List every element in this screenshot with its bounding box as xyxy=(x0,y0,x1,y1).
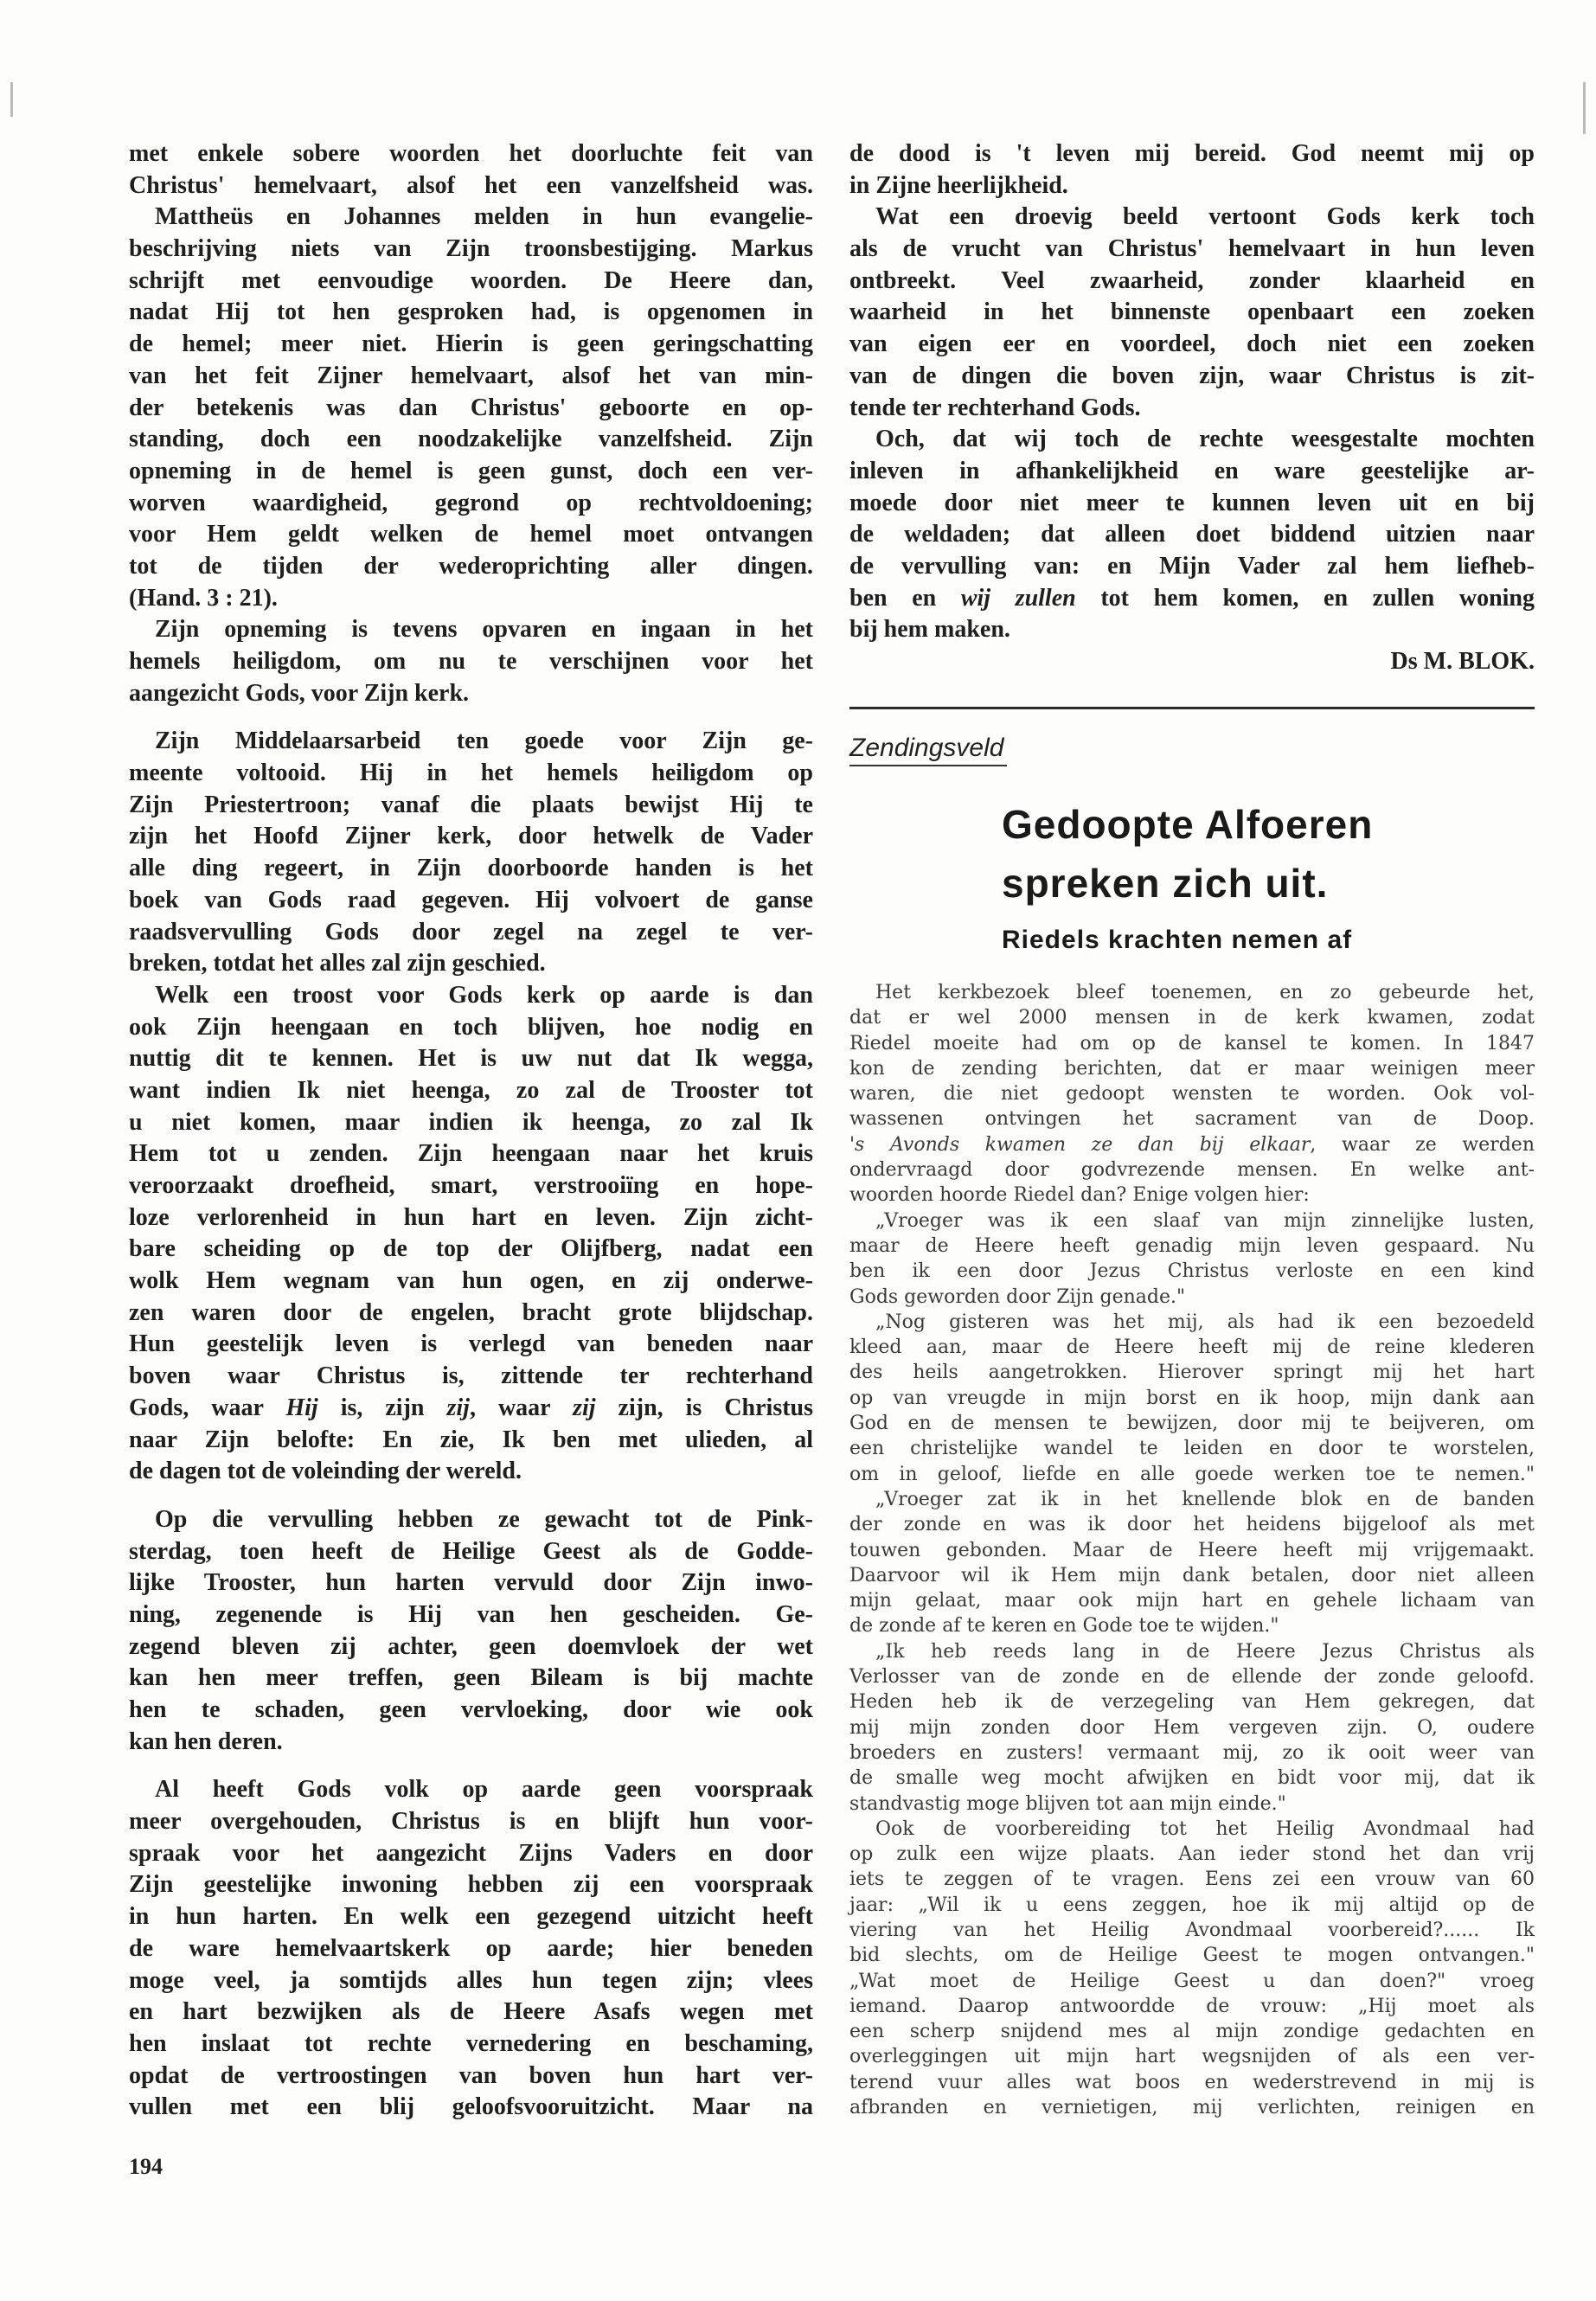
right-column-article xyxy=(849,980,1535,2120)
text-line: afbranden en vernietigen, mij verlichten, reinigen en xyxy=(849,2097,1535,2119)
text-line: kleed aan, maar de Heere heeft mij de reine klederen xyxy=(849,1336,1535,1359)
text-line: zegend bleven zij achter, geen doemvloek der wet xyxy=(129,1632,813,1660)
italic-text-segment: wij zullen xyxy=(960,584,1076,612)
text-line: bij hem maken. xyxy=(849,616,1010,644)
text-line: de ware hemelvaartskerk op aarde; hier beneden xyxy=(129,1934,813,1962)
italic-text-segment: 's Avonds kwamen ze dan bij elkaar xyxy=(849,1133,1311,1156)
text-line: overleggingen uit mijn hart wegsnijden of als een ver- xyxy=(849,2046,1535,2068)
text-segment: ben en xyxy=(849,584,961,612)
paragraph xyxy=(849,202,1535,424)
headline-line: Gedoopte Alfoeren xyxy=(1002,802,1374,847)
text-line: Hun geestelijk leven is verlegd van beneden naar xyxy=(129,1330,813,1358)
text-line: Welk een troost voor Gods kerk op aarde is dan xyxy=(155,981,813,1009)
text-line: Zijn opneming is tevens opvaren en ingaan in het xyxy=(155,616,813,644)
text-line: „Nog gisteren was het mij, als had ik een bezoedeld xyxy=(875,1311,1535,1333)
text-line: de vervulling van: en Mijn Vader zal hem liefheb- xyxy=(849,552,1535,580)
text-line: Riedel moeite had om op de kansel te komen. In 1847 xyxy=(849,1032,1535,1054)
text-line: dat er wel 2000 mensen in de kerk kwamen, zodat xyxy=(849,1007,1535,1029)
text-segment: tot hem komen, en zullen woning xyxy=(1075,584,1535,612)
text-line: kan hen meer treffen, geen Bileam is bij machte xyxy=(129,1664,813,1692)
paragraph xyxy=(849,980,1535,1208)
text-line: des heils aangetrokken. Hierover springt mij het hart xyxy=(849,1362,1535,1384)
paragraph xyxy=(129,138,813,202)
paragraph xyxy=(849,138,1535,202)
text-line: als de vrucht van Christus' hemelvaart in hun leven xyxy=(849,235,1535,263)
paragraph xyxy=(129,1774,813,2124)
text-line: aangezicht Gods, voor Zijn kerk. xyxy=(129,679,470,707)
text-line: waarheid in het binnenste openbaart een zoeken xyxy=(849,298,1535,326)
text-line: schrijft met eenvoudige woorden. De Heere dan, xyxy=(129,266,813,294)
text-line: lijke Trooster, hun harten vervuld door Zijn inwo- xyxy=(129,1569,813,1597)
text-line: u niet komen, maar indien ik heenga, zo zal Ik xyxy=(129,1108,813,1136)
text-line: een christelijke wandel te leiden en door te worstelen, xyxy=(849,1438,1535,1460)
paragraph xyxy=(129,1504,813,1759)
italic-text-segment: zij xyxy=(446,1394,470,1421)
text-line: moede door niet meer te kunnen leven uit en bij xyxy=(849,489,1535,516)
text-line: breken, totdat het alles zal zijn geschied. xyxy=(129,950,546,977)
text-line: Zijn Priestertroon; vanaf die plaats bewijst Hij te xyxy=(129,791,813,818)
text-line: (Hand. 3 : 21). xyxy=(129,584,278,612)
text-line: worven waardigheid, gegrond op rechtvoldoening; xyxy=(129,489,813,516)
text-line: mijn gelaat, maar ook mijn hart en gehele lichaam van xyxy=(849,1590,1535,1612)
text-line: de dagen tot de voleinding der wereld. xyxy=(129,1458,522,1485)
text-line: Och, dat wij toch de rechte weesgestalte mochten xyxy=(875,426,1535,453)
article-subheadline: Riedels krachten nemen af xyxy=(1002,926,1353,954)
text-line: Verlosser van de zonde en de ellende der zonde geloofd. xyxy=(849,1666,1535,1689)
text-line: de dood is 't leven mij bereid. God neemt mij op xyxy=(849,140,1535,167)
text-line xyxy=(849,583,1535,615)
text-line: zen waren door de engelen, bracht grote blijdschap. xyxy=(129,1298,813,1326)
text-line: kan hen deren. xyxy=(129,1727,283,1755)
text-line: tende ter rechterhand Gods. xyxy=(849,394,1141,421)
text-line: naar Zijn belofte: En zie, Ik ben met ulieden, al xyxy=(129,1426,813,1453)
text-segment: , waar ze werden xyxy=(1310,1133,1535,1156)
text-line: „Vroeger zat ik in het knellende blok en de banden xyxy=(875,1488,1535,1510)
paragraph xyxy=(129,202,813,614)
text-line: terend vuur alles wat boos en wederstrevend in mij is xyxy=(849,2071,1535,2093)
text-line: Zijn geestelijke inwoning hebben zij een voorspraak xyxy=(129,1871,813,1899)
text-line: mij mijn zonden door Hem vergeven zijn. O, oudere xyxy=(849,1716,1535,1739)
text-line: tot de tijden der wederoprichting aller dingen. xyxy=(129,552,813,580)
text-line: ning, zegenende is Hij van hen gescheiden. Ge- xyxy=(129,1600,813,1628)
text-line: Heden heb ik de verzegeling van Hem gekregen, dat xyxy=(849,1691,1535,1714)
text-line: Christus' hemelvaart, alsof het een vanzelfsheid was. xyxy=(129,171,813,199)
text-line: veroorzaakt droefheid, smart, verstrooiïng en hope- xyxy=(129,1172,813,1199)
scan-edge-mark xyxy=(1583,82,1586,134)
text-line: en hart bezwijken als de Heere Asafs wegen met xyxy=(129,1998,813,2026)
text-line: van het feit Zijner hemelvaart, alsof het van min- xyxy=(129,362,813,389)
scan-edge-mark xyxy=(10,82,13,117)
text-segment: zijn, is Christus xyxy=(595,1394,814,1421)
text-line: ook Zijn heengaan en toch blijven, hoe nodig en xyxy=(129,1013,813,1041)
text-line: hen te schaden, geen vervloeking, door wie ook xyxy=(129,1696,813,1723)
text-line: boven waar Christus is, zittende ter rechterhand xyxy=(129,1362,813,1390)
text-line: Zijn Middelaarsarbeid ten goede voor Zijn ge- xyxy=(155,727,813,755)
text-line: op zulk een wijze plaats. Aan ieder stond het dan vrij xyxy=(849,1843,1535,1866)
left-column xyxy=(129,138,813,2124)
text-line: sterdag, toen heeft de Heilige Geest als de Godde- xyxy=(129,1537,813,1565)
text-line: loze verlorenheid in hun hart en leven. Zijn zicht- xyxy=(129,1203,813,1231)
text-line: Wat een droevig beeld vertoont Gods kerk toch xyxy=(875,203,1535,231)
text-line: standing, doch een noodzakelijke vanzelfsheid. Zijn xyxy=(129,426,813,453)
text-line: Op die vervulling hebben ze gewacht tot de Pink- xyxy=(155,1505,813,1533)
text-line xyxy=(129,1393,813,1425)
text-line: hen inslaat tot rechte vernedering en beschaming, xyxy=(129,2029,813,2057)
text-line: met enkele sobere woorden het doorluchte feit van xyxy=(129,140,813,167)
text-line: der betekenis was dan Christus' geboorte en op- xyxy=(129,394,813,421)
paragraph xyxy=(849,1639,1535,1817)
text-line: de zonde af te keren en Gode toe te wijden." xyxy=(849,1615,1279,1638)
text-line: spraak voor het aangezicht Zijns Vaders en door xyxy=(129,1839,813,1867)
text-line: de smalle weg mocht afwijken en bidt voor mij, dat ik xyxy=(849,1767,1535,1790)
section-divider xyxy=(849,707,1535,709)
italic-text-segment: zij xyxy=(573,1394,596,1421)
text-line: Hem tot u zenden. Zijn heengaan naar het kruis xyxy=(129,1140,813,1168)
text-line: opdat de vertroostingen van boven hun hart ver- xyxy=(129,2061,813,2089)
text-line: vullen met een blij geloofsvooruitzicht. Maar na xyxy=(129,2093,813,2121)
text-line: broeders en zusters! vermaant mij, zo ik ooit weer van xyxy=(849,1741,1535,1764)
text-line: van eigen eer en voordeel, doch niet een zoeken xyxy=(849,330,1535,358)
text-line: beschrijving niets van Zijn troonsbestijging. Markus xyxy=(129,235,813,263)
text-segment: , waar xyxy=(469,1394,574,1421)
paragraph xyxy=(849,1208,1535,1310)
text-line: meer overgehouden, Christus is en blijft hun voor- xyxy=(129,1808,813,1836)
italic-text-segment: Hij xyxy=(285,1394,318,1421)
text-line: alle ding regeert, in Zijn doorboorde handen is het xyxy=(129,855,813,882)
text-line: ontbreekt. Veel zwaarheid, zonder klaarheid en xyxy=(849,266,1535,294)
text-line: van de dingen die boven zijn, waar Christus is zit- xyxy=(849,362,1535,389)
text-line: standvastig moge blijven tot aan mijn einde." xyxy=(849,1792,1286,1815)
text-line: iets te zeggen of te vragen. Eens zei een vrouw van 60 xyxy=(849,1868,1535,1891)
section-label: Zendingsveld xyxy=(849,732,1007,766)
text-line: kon de zending berichten, dat er maar weinigen meer xyxy=(849,1057,1535,1080)
text-line: nuttig dit te kennen. Het is uw nut dat Ik wegga, xyxy=(129,1045,813,1073)
page-number: 194 xyxy=(129,2154,163,2179)
paragraph xyxy=(849,1487,1535,1639)
text-line: zijn het Hoofd Zijner kerk, door hetwelk de Vader xyxy=(129,823,813,850)
text-line: „Vroeger was ik een slaaf van mijn zinnelijke lusten, xyxy=(875,1209,1535,1232)
paragraph xyxy=(129,614,813,709)
text-line: meente voltooid. Hij in het hemels heiligdom op xyxy=(129,760,813,787)
text-line: op van vreugde in mijn borst en ik hoop, mijn dank aan xyxy=(849,1387,1535,1409)
text-line: inleven in afhankelijkheid en ware geestelijke ar- xyxy=(849,457,1535,484)
text-line: viering van het Heilig Avondmaal voorbereid?...... Ik xyxy=(849,1919,1535,1941)
text-line: ben ik een door Jezus Christus verloste en een kind xyxy=(849,1260,1535,1283)
paragraph xyxy=(129,726,813,980)
text-line: bid slechts, om de Heilige Geest te mogen ontvangen." xyxy=(849,1945,1535,1967)
text-segment: Gods, waar xyxy=(129,1394,286,1421)
text-line: raadsvervulling Gods door zegel na zegel te ver- xyxy=(129,918,813,945)
text-line: „Ik heb reeds lang in de Heere Jezus Christus als xyxy=(875,1640,1535,1663)
text-line: der zonde en was ik door het heidens bijgeloof als met xyxy=(849,1514,1535,1536)
text-line: God en de mensen te bewijzen, door mij te beijveren, om xyxy=(849,1413,1535,1435)
paragraph xyxy=(849,1817,1535,2121)
text-line: ondervraagd door godvrezende mensen. En welke ant- xyxy=(849,1159,1535,1182)
text-line: touwen gebonden. Maar de Heere heeft mij vrijgemaakt. xyxy=(849,1539,1535,1561)
text-line: wolk Hem wegnam van hun ogen, en zij onderwe- xyxy=(129,1267,813,1295)
text-line: Ook de voorbereiding tot het Heilig Avondmaal had xyxy=(875,1817,1535,1840)
paragraph xyxy=(849,1310,1535,1487)
text-line: om in geloof, liefde en alle goede werken toe te nemen." xyxy=(849,1463,1535,1485)
paragraph xyxy=(849,424,1535,646)
text-line: in hun harten. En welk een gezegend uitzicht heeft xyxy=(129,1903,813,1931)
text-line: maar de Heere heeft genadig mijn leven gespaard. Nu xyxy=(849,1234,1535,1257)
text-line: Gods geworden door Zijn genade." xyxy=(849,1285,1186,1308)
text-line: in Zijne heerlijkheid. xyxy=(849,171,1068,199)
right-column-top xyxy=(849,138,1535,678)
text-line: nadat Hij tot hen gesproken had, is opgenomen in xyxy=(129,298,813,326)
text-line: hemels heiligdom, om nu te verschijnen voor het xyxy=(129,648,813,675)
text-line: Het kerkbezoek bleef toenemen, en zo gebeurde het, xyxy=(875,982,1535,1003)
text-line: want indien Ik niet heenga, zo zal de Trooster tot xyxy=(129,1076,813,1104)
headline-line: spreken zich uit. xyxy=(1002,861,1329,906)
text-line: de hemel; meer niet. Hierin is geen geringschatting xyxy=(129,330,813,358)
text-line: boek van Gods raad gegeven. Hij volvoert de ganse xyxy=(129,886,813,913)
text-line: iemand. Daarop antwoordde de vrouw: „Hij moet als xyxy=(849,1995,1535,2017)
text-line: waren, die niet gedoopt wensten te worden. Ook vol- xyxy=(849,1083,1535,1106)
text-line: woorden hoorde Riedel dan? Enige volgen hier: xyxy=(849,1184,1310,1207)
text-line xyxy=(849,1132,1535,1157)
text-line: Daarvoor wil ik Hem mijn dank betalen, door niet alleen xyxy=(849,1564,1535,1586)
text-segment: is, zijn xyxy=(317,1394,447,1421)
article-headline xyxy=(1002,795,1373,913)
text-line: wassenen ontvingen het sacrament van de Doop. xyxy=(849,1108,1535,1131)
text-line: een scherp snijdend mes al mijn zondige gedachten en xyxy=(849,2021,1535,2043)
author-signature: Ds M. BLOK. xyxy=(1390,648,1535,675)
text-line: Al heeft Gods volk op aarde geen voorspraak xyxy=(155,1776,813,1804)
text-line: de weldaden; dat alleen doet biddend uitzien naar xyxy=(849,521,1535,548)
text-line: bare scheiding op de top der Olijfberg, nadat een xyxy=(129,1235,813,1263)
text-line: voor Hem geldt welken de hemel moet ontvangen xyxy=(129,521,813,548)
text-line: moge veel, ja somtijds alles hun tegen zijn; vlees xyxy=(129,1966,813,1994)
text-line: „Wat moet de Heilige Geest u dan doen?" vroeg xyxy=(849,1970,1535,1992)
text-line: opneming in de hemel is geen gunst, doch een ver- xyxy=(129,457,813,484)
text-line: jaar: „Wil ik u eens zeggen, hoe ik mij altijd op de xyxy=(849,1894,1535,1916)
text-line: Mattheüs en Johannes melden in hun evangelie- xyxy=(155,203,813,231)
paragraph xyxy=(129,980,813,1488)
